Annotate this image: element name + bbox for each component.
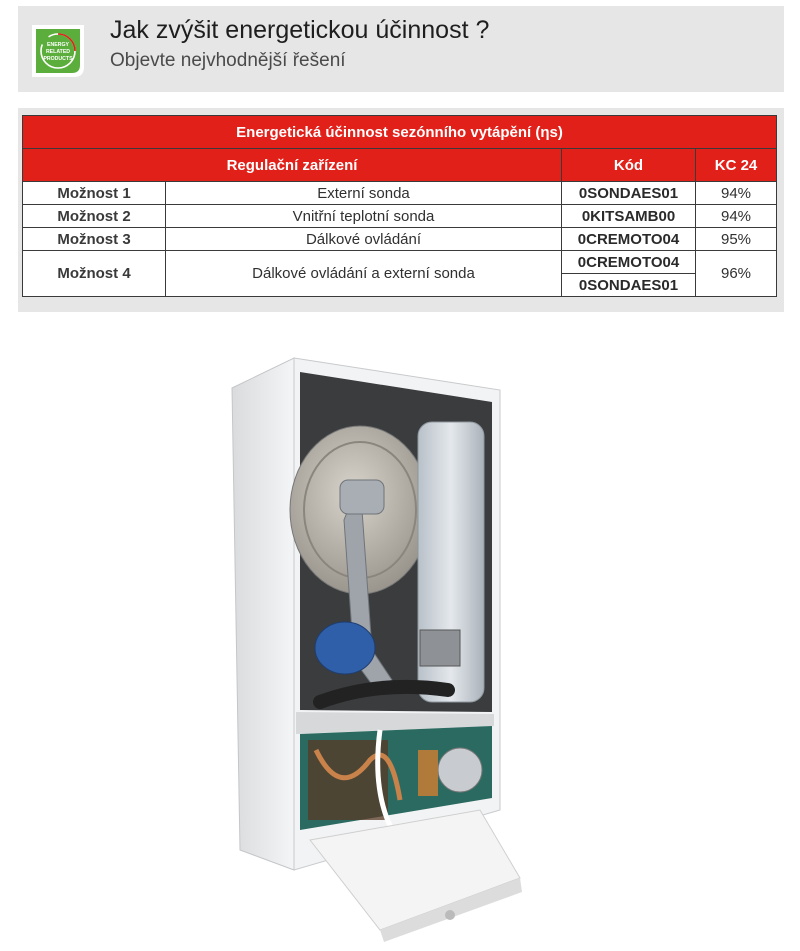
page-header <box>18 6 784 92</box>
table-row <box>23 205 777 228</box>
device-name: Externí sonda <box>166 182 562 205</box>
table-title: Energetická účinnost sezónního vytápění (ηs) <box>23 116 777 149</box>
product-code: 0CREMOTO04 <box>562 228 696 251</box>
product-code: 0SONDAES01 <box>562 274 696 297</box>
product-code: 0KITSAMB00 <box>562 205 696 228</box>
efficiency-value: 95% <box>696 228 777 251</box>
svg-text:PRODUCTS: PRODUCTS <box>43 56 73 62</box>
efficiency-table <box>22 115 777 297</box>
column-header-code: Kód <box>562 149 696 182</box>
option-label: Možnost 3 <box>23 228 166 251</box>
option-label: Možnost 4 <box>23 251 166 297</box>
boiler-illustration <box>0 330 800 945</box>
column-header-device: Regulační zařízení <box>23 149 562 182</box>
table-row <box>23 251 777 274</box>
product-code: 0SONDAES01 <box>562 182 696 205</box>
device-name: Dálkové ovládání a externí sonda <box>166 251 562 297</box>
svg-text:ENERGY: ENERGY <box>47 42 69 48</box>
efficiency-table-panel <box>18 108 784 312</box>
table-row <box>23 228 777 251</box>
energy-related-products-logo <box>26 19 90 83</box>
svg-text:RELATED: RELATED <box>45 49 71 55</box>
table-row <box>23 182 777 205</box>
efficiency-value: 96% <box>696 251 777 297</box>
device-name: Dálkové ovládání <box>166 228 562 251</box>
efficiency-value: 94% <box>696 182 777 205</box>
efficiency-value: 94% <box>696 205 777 228</box>
product-code: 0CREMOTO04 <box>562 251 696 274</box>
option-label: Možnost 2 <box>23 205 166 228</box>
page-title: Jak zvýšit energetickou účinnost ? <box>110 16 490 44</box>
device-name: Vnitřní teplotní sonda <box>166 205 562 228</box>
option-label: Možnost 1 <box>23 182 166 205</box>
page-subtitle: Objevte nejvhodnější řešení <box>110 50 346 71</box>
column-header-model: KC 24 <box>696 149 777 182</box>
